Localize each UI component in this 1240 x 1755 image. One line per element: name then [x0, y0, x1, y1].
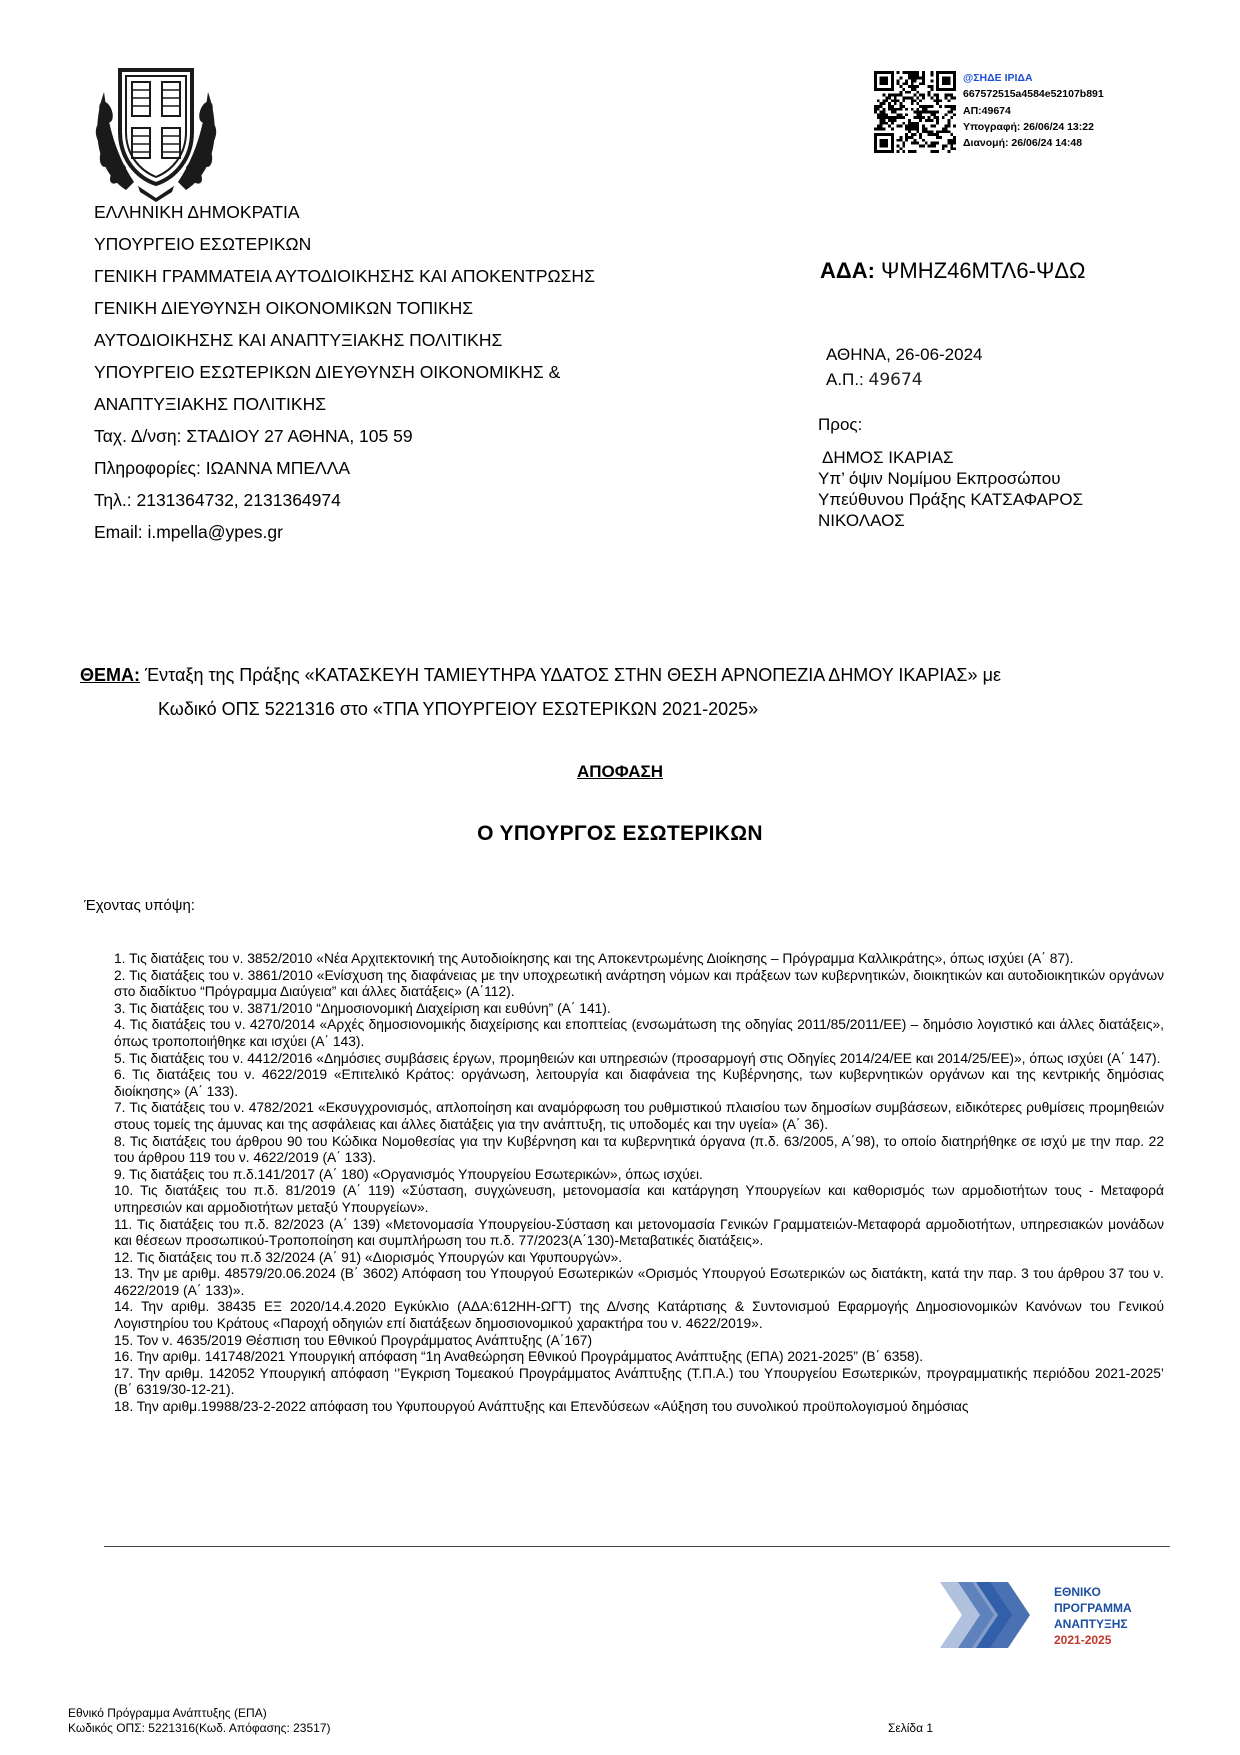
stamp-system: @ΣΗΔΕ ΙΡΙΔΑ [963, 72, 1033, 84]
ada-label: ΑΔΑ: [820, 258, 875, 283]
list-item: 9. Τις διατάξεις του π.δ.141/2017 (Α΄ 180) «Οργανισμός Υπουργείου Εσωτερικών», όπως ισχύει. [114, 1166, 703, 1182]
list-item: 13. Την με αριθμ. 48579/20.06.2024 (Β΄ 3602) Απόφαση του Υπουργού Εσωτερικών «Ορισμός Υπουργού Εσωτερικών ως διατάκτη, κατά την παρ. 3 του άρθρου 37 του ν. 4622/2019 (Α΄ 133)». [114, 1266, 1164, 1298]
stamp-distributed: Διανομή: 26/06/24 14:48 [963, 137, 1083, 150]
recipient-line: ΝΙΚΟΛΑΟΣ [818, 511, 905, 530]
qr-code-icon [874, 71, 956, 153]
decision-title: ΑΠΟΦΑΣΗ [576, 762, 664, 781]
epa-logo-years: 2021-2025 [1054, 1633, 1112, 1647]
protocol-label: Α.Π.: [826, 370, 869, 389]
stamp-protocol: ΑΠ:49674 [963, 104, 1011, 117]
list-item: 3. Τις διατάξεις του ν. 3871/2010 “Δημοσιονομική Διαχείριση και ευθύνη” (Α΄ 141). [114, 1000, 611, 1016]
list-item: 10. Τις διατάξεις του π.δ. 81/2019 (Α΄ 119) «Σύσταση, συγχώνευση, μετονομασία και κατάργηση Υπουργείων και καθορισμός των αρμοδιοτήτων τους - Μεταφορά υπηρεσιών και αρμοδιοτήτων μεταξύ Υπουργείων». [114, 1183, 1164, 1215]
sender-information: Πληροφορίες: ΙΩΑΝΝΑ ΜΠΕΛΛΑ [94, 458, 351, 478]
epa-logo-line-2: ΠΡΟΓΡΑΜΜΑ [1054, 1601, 1132, 1615]
sender-email[interactable]: Email: i.mpella@ypes.gr [94, 522, 283, 542]
footer-divider [104, 1546, 1170, 1547]
sender-country: ΕΛΛΗΝΙΚΗ ΔΗΜΟΚΡΑΤΙΑ [94, 202, 300, 222]
stamp-signed: Υπογραφή: 26/06/24 13:22 [963, 120, 1094, 133]
epa-logo-chevrons-icon [940, 1582, 1030, 1648]
epa-logo-line-1: ΕΘΝΙΚΟ [1054, 1585, 1101, 1599]
subject-line-1: Ένταξη της Πράξης «ΚΑΤΑΣΚΕΥΗ ΤΑΜΙΕΥΤΗΡΑ ΥΔΑΤΟΣ ΣΤΗΝ ΘΕΣΗ ΑΡΝΟΠΕΖΙΑ ΔΗΜΟΥ ΙΚΑΡΙΑΣ» με [140, 665, 1001, 685]
list-item: 4. Τις διατάξεις του ν. 4270/2014 «Αρχές δημοσιονομικής διαχείρισης και εποπτείας (ενσωμάτωση της οδηγίας 2011/85/2011/ΕΕ) – δημόσιο λογιστικό και άλλες διατάξεις», όπως τροποποιήθηκε και ισχύει (Α΄ 143). [114, 1017, 1164, 1049]
ada-code [820, 258, 1085, 284]
list-item: 15. Τον ν. 4635/2019 Θέσπιση του Εθνικού Προγράμματος Ανάπτυξης (Α΄167) [114, 1332, 593, 1348]
footer-program [68, 1706, 331, 1736]
list-item: 12. Τις διατάξεις του π.δ 32/2024 (Α΄ 91) «Διορισμός Υπουργών και Υφυπουργών». [114, 1249, 623, 1265]
sender-general-secretariat: ΓΕΝΙΚΗ ΓΡΑΜΜΑΤΕΙΑ ΑΥΤΟΔΙΟΙΚΗΣΗΣ ΚΑΙ ΑΠΟΚΕΝΤΡΩΣΗΣ [94, 266, 595, 286]
list-item: 18. Την αριθμ.19988/23-2-2022 απόφαση του Υφυπουργού Ανάπτυξης και Επενδύσεων «Αύξηση του συνολικού προϋπολογισμού δημόσιας [114, 1399, 969, 1415]
list-item: 5. Τις διατάξεις του ν. 4412/2016 «Δημόσιες συμβάσεις έργων, προμηθειών και υπηρεσιών (προσαρμογή στις Οδηγίες 2014/24/ΕΕ και 2014/25/ΕΕ)», όπως ισχύει (Α΄ 147). [114, 1050, 1161, 1066]
sender-address: Ταχ. Δ/νση: ΣΤΑΔΙΟΥ 27 ΑΘΗΝΑ, 105 59 [94, 426, 413, 446]
recipient-line: Υπ’ όψιν Νομίμου Εκπροσώπου [818, 469, 1061, 488]
list-item: 2. Τις διατάξεις του ν. 3861/2010 «Ενίσχυση της διαφάνειας με την υποχρεωτική ανάρτηση νόμων και πράξεων των κυβερνητικών, διοικητικών και αυτοδιοικητικών οργάνων στο διαδίκτυο “Πρόγραμμα Διαύγεια” και άλλες διατάξεις» (Α΄112). [114, 967, 1164, 1000]
minister-heading: Ο ΥΠΟΥΡΓΟΣ ΕΣΩΤΕΡΙΚΩΝ [477, 822, 763, 845]
list-item: 16. Την αριθμ. 141748/2021 Υπουργική απόφαση “1η Αναθεώρηση Εθνικού Προγράμματος Ανάπτυξης (ΕΠΑ) 2021-2025” (Β΄ 6358). [114, 1349, 924, 1365]
considerations-list [114, 951, 1164, 1416]
ada-value: ΨΜΗΖ46ΜΤΛ6-ΨΔΩ [881, 258, 1086, 283]
epa-logo-line-3: ΑΝΑΠΤΥΞΗΣ [1054, 1617, 1128, 1631]
page-number: Σελίδα 1 [888, 1721, 934, 1735]
footer-program-name: Εθνικό Πρόγραμμα Ανάπτυξης (ΕΠΑ) [68, 1706, 267, 1720]
protocol-number [826, 370, 923, 390]
document-date: ΑΘΗΝΑ, 26-06-2024 [826, 345, 983, 364]
sender-general-directorate-2: ΑΥΤΟΔΙΟΙΚΗΣΗΣ ΚΑΙ ΑΝΑΠΤΥΞΙΑΚΗΣ ΠΟΛΙΤΙΚΗΣ [94, 330, 503, 350]
protocol-value: 49674 [868, 370, 923, 390]
recipient-line: Υπεύθυνου Πράξης ΚΑΤΣΑΦΑΡΟΣ [818, 490, 1084, 509]
recipient-block [818, 447, 1148, 531]
footer-ops-code: Κωδικός ΟΠΣ: 5221316(Κωδ. Απόφασης: 23517) [68, 1721, 331, 1735]
list-item: 17. Την αριθμ. 142052 Υπουργική απόφαση ‘’Εγκριση Τομεακού Προγράμματος Ανάπτυξης (Τ.Π.Α.) του Υπουργείου Εσωτερικών, προγραμματικής περιόδου 2021-2025’ (Β΄ 6319/30-12-21). [114, 1365, 1164, 1398]
epa-logo [938, 1572, 1158, 1658]
list-item: 7. Τις διατάξεις του ν. 4782/2021 «Εκσυγχρονισμός, απλοποίηση και αναμόρφωση του ρυθμιστικού πλαισίου των δημοσίων συμβάσεων, ειδικότερες ρυθμίσεις προμηθειών στους τομείς της άμυνας και της ασφάλειας και άλλες διατάξεις για την ανάπτυξη, τις υποδομές και την υγεία» (Α΄ 36). [114, 1100, 1164, 1132]
list-item: 1. Τις διατάξεις του ν. 3852/2010 «Νέα Αρχιτεκτονική της Αυτοδιοίκησης και της Αποκεντρωμένης Διοίκησης – Πρόγραμμα Καλλικράτης», όπως ισχύει (Α΄ 87). [114, 951, 1074, 966]
subject-label: ΘΕΜΑ: [80, 665, 140, 685]
subject-line-2: Κωδικό ΟΠΣ 5221316 στο «ΤΠΑ ΥΠΟΥΡΓΕΙΟΥ ΕΣΩΤΕΡΙΚΩΝ 2021-2025» [158, 699, 759, 719]
stamp-hash: 667572515a4584e52107b891 [963, 88, 1104, 101]
sender-phone: Τηλ.: 2131364732, 2131364974 [94, 490, 341, 510]
iris-stamp [963, 70, 1104, 151]
decision-heading [0, 762, 1240, 782]
subject [80, 658, 1180, 726]
sender-ministry: ΥΠΟΥΡΓΕΙΟ ΕΣΩΤΕΡΙΚΩΝ [94, 234, 312, 254]
list-item: 14. Την αριθμ. 38435 ΕΞ 2020/14.4.2020 Εγκύκλιο (ΑΔΑ:612ΗΗ-ΩΓΤ) της Δ/νσης Κατάρτισης & Συντονισμού Εφαρμογής Δημοσιονομικών Κανόνων του Γενικού Λογιστηρίου του Κράτους «Παροχή οδηγιών επί διατάξεων δημοσιονομικού χαρακτήρα του ν. 4622/2019». [114, 1299, 1164, 1332]
list-item: 6. Τις διατάξεις του ν. 4622/2019 «Επιτελικό Κράτος: οργάνωση, λειτουργία και διαφάνεια της Κυβέρνησης, των κυβερνητικών οργάνων και της κεντρικής δημόσιας διοίκησης» (Α΄ 133). [114, 1067, 1164, 1099]
sender-general-directorate-1: ΓΕΝΙΚΗ ΔΙΕΥΘΥΝΣΗ ΟΙΚΟΝΟΜΙΚΩΝ ΤΟΠΙΚΗΣ [94, 298, 474, 318]
hellenic-republic-emblem [88, 52, 224, 202]
recipient-line: ΔΗΜΟΣ ΙΚΑΡΙΑΣ [822, 448, 954, 467]
sender-directorate-1: ΥΠΟΥΡΓΕΙΟ ΕΣΩΤΕΡΙΚΩΝ ΔΙΕΥΘΥΝΣΗ ΟΙΚΟΝΟΜΙΚΗΣ & [94, 362, 561, 382]
recipient-label: Προς: [818, 415, 863, 434]
list-item: 8. Τις διατάξεις του άρθρου 90 του Κώδικα Νομοθεσίας για την Κυβέρνηση και τα κυβερνητικά όργανα (π.δ. 63/2005, Α΄98), το οποίο διατηρήθηκε σε ισχύ με την παρ. 22 του άρθρου 119 του ν. 4622/2019 (Α΄ 133). [114, 1133, 1164, 1166]
sender-directorate-2: ΑΝΑΠΤΥΞΙΑΚΗΣ ΠΟΛΙΤΙΚΗΣ [94, 394, 327, 414]
list-item: 11. Τις διατάξεις του π.δ. 82/2023 (Α΄ 139) «Μετονομασία Υπουργείου-Σύσταση και μετονομασία Γενικών Γραμματειών-Μεταφορά αρμοδιοτήτων, υπηρεσιακών μονάδων και θέσεων προσωπικού-Τροποποίηση και συμπλήρωση του π.δ. 77/2023(Α΄130)-Μεταβατικές διατάξεις». [114, 1216, 1164, 1249]
considering-label: Έχοντας υπόψη: [84, 897, 195, 914]
